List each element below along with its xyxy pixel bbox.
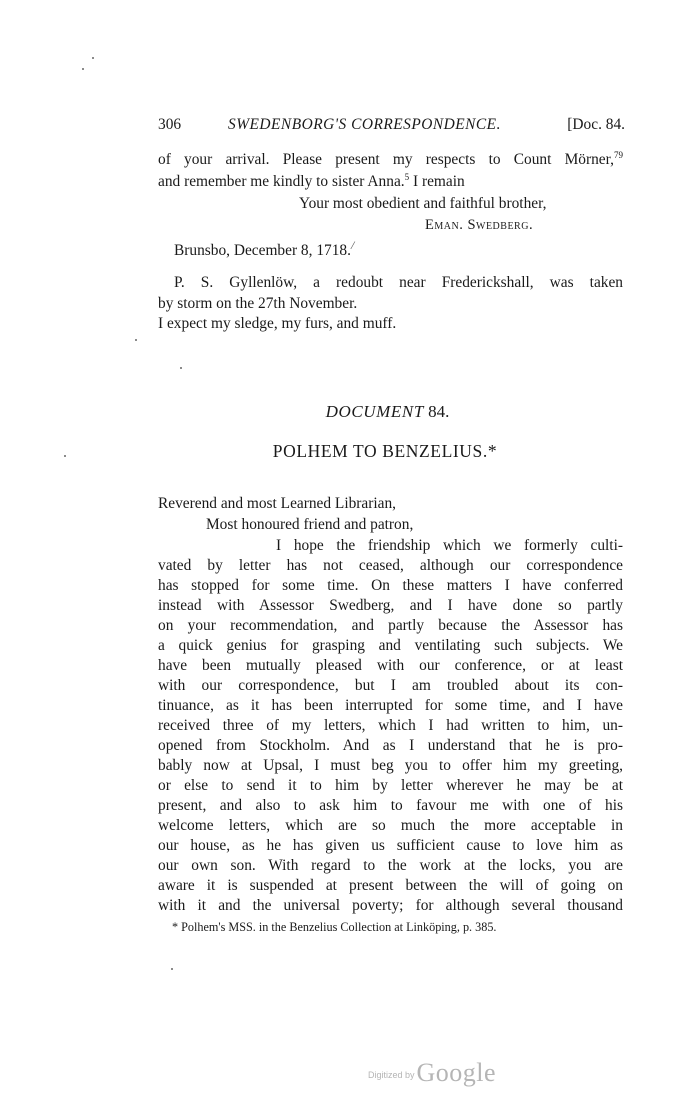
footnote-marker: * [172,920,179,934]
document-number: 84. [423,402,450,421]
page-number: 306 [158,116,182,133]
document-title-text: POLHEM TO BENZELIUS. [272,441,488,461]
document-title [0,441,690,462]
body-line: received three of my letters, which I had written to him, un- [158,717,623,734]
body-line: or else to send it to him by letter wherever he may be at [158,777,623,794]
document-label: DOCUMENT [325,402,424,421]
salutation-2: Most honoured friend and patron, [206,516,414,533]
scan-speck [82,68,84,70]
body-line: I hope the friendship which we formerly culti- [276,537,623,554]
prev-letter-line-2 [158,173,533,191]
footnote [172,920,496,935]
scan-speck [180,367,182,369]
running-header [158,116,625,136]
title-footnote-marker: * [487,441,498,461]
footnote-ref-5: 5 [404,171,410,182]
postscript-line-1: P. S. Gyllenlöw, a redoubt near Frederickshall, was taken [174,274,623,291]
running-title: SWEDENBORG'S CORRESPONDENCE. [228,116,501,133]
body-line: tinuance, as it has been interrupted for some time, and I have [158,697,623,714]
prev-letter-line-1-text: of your arrival. Please present my respects to Count Mörner, [158,151,614,168]
watermark-prefix: Digitized by [368,1070,415,1080]
body-line: our house, as he has given us sufficient cause to love him as [158,837,623,854]
signature: Eman. Swedberg. [425,217,534,233]
body-line: opened from Stockholm. And as I understand that he is pro- [158,737,623,754]
body-line: have been mutually pleased with our conference, or at least [158,657,623,674]
prev-letter-line-1 [158,151,623,169]
body-line: aware it is suspended at present between the will of going on [158,877,623,894]
footnote-text: Polhem's MSS. in the Benzelius Collection at Linköping, p. 385. [178,920,497,934]
body-line: on your recommendation, and partly because the Assessor has [158,617,623,634]
body-line: instead with Assessor Swedberg, and I have done so partly [158,597,623,614]
document-number-heading [0,402,690,422]
place-date-text: Brunsbo, December 8, 1718. [174,242,351,259]
prev-letter-line-2-text: and remember me kindly to sister Anna. [158,173,405,190]
place-date [174,236,354,260]
body-line: has stopped for some time. On these matters I have conferred [158,577,623,594]
letter-closing: Your most obedient and faithful brother, [299,195,547,212]
document-reference: [Doc. 84. [567,116,625,133]
salutation-1: Reverend and most Learned Librarian, [158,495,397,512]
body-line: with it and the universal poverty; for although several thousand [158,897,623,914]
postscript-line-3: I expect my sledge, my furs, and muff. [158,315,397,332]
body-line: a quick genius for grasping and ventilating such subjects. We [158,637,623,654]
scan-speck [92,57,94,59]
scan-speck [64,455,66,457]
body-line: vated by letter has not ceased, although our correspondence [158,557,623,574]
footnote-ref-79: 79 [614,149,623,160]
digitized-watermark [368,1058,496,1088]
scan-speck [135,339,137,341]
scan-speck [171,968,173,970]
body-line: bably now at Upsal, I must beg you to offer him my greeting, [158,757,623,774]
body-line: present, and also to ask him to favour me with one of his [158,797,623,814]
postscript-line-2: by storm on the 27th November. [158,295,358,312]
watermark-brand: Google [416,1058,497,1087]
body-line: our own son. With regard to the work at the locks, you are [158,857,623,874]
date-pencil-mark: / [350,238,355,252]
body-line: welcome letters, which are so much the more acceptable in [158,817,623,834]
body-line: with our correspondence, but I am troubled about its con- [158,677,623,694]
prev-letter-line-2-tail: I remain [409,173,465,190]
